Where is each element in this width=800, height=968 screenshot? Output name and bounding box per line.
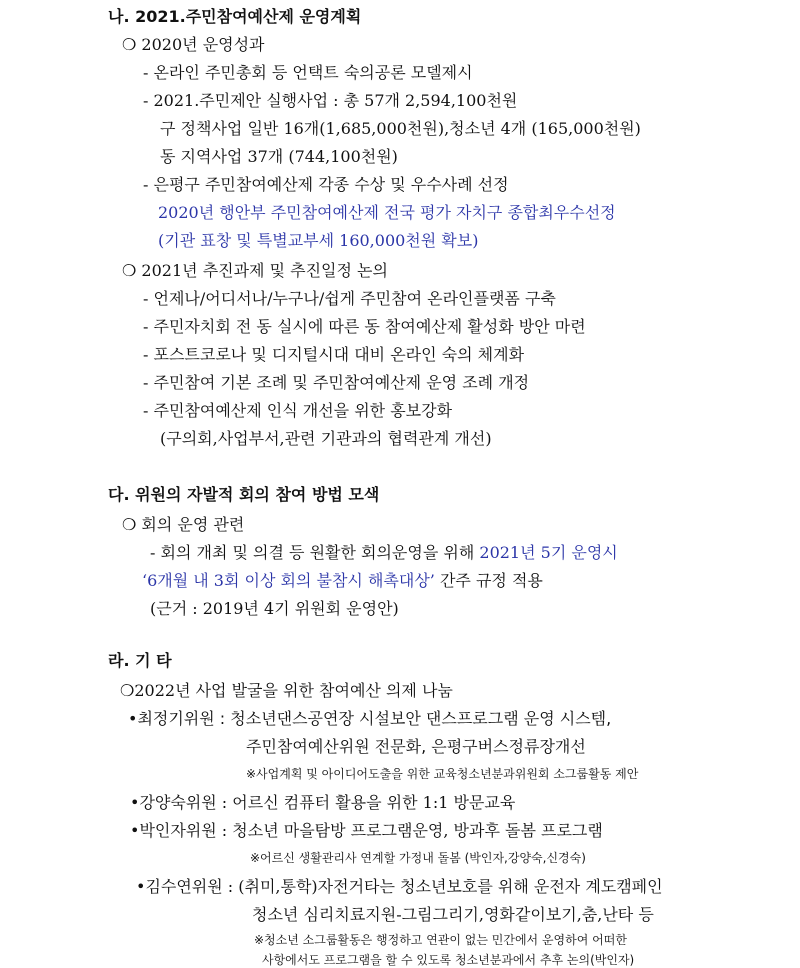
list-item: - 포스트코로나 및 디지털시대 대비 온라인 숙의 체계화 <box>143 345 525 364</box>
list-item: - 언제나/어디서나/누구나/쉽게 주민참여 온라인플랫폼 구축 <box>143 289 556 308</box>
member-name: •박인자위원 : <box>130 821 233 840</box>
bullet-heading: ❍ 2020년 운영성과 <box>122 35 265 54</box>
note-text: ※사업계획 및 아이디어도출을 위한 교육청소년분과위원회 소그룹활동 제안 <box>246 767 639 781</box>
member-name: •강양숙위원 : <box>130 793 233 812</box>
note-text: ※어르신 생활관리사 연계할 가정내 돌봄 (박인자,강양숙,신경숙) <box>250 851 586 865</box>
member-proposal: 주민참여예산위원 전문화, 은평구버스정류장개선 <box>246 737 586 756</box>
section-title-na: 나. 2021.주민참여예산제 운영계획 <box>108 7 362 26</box>
section-title-da: 다. 위원의 자발적 회의 참여 방법 모색 <box>108 485 380 504</box>
list-item: - 주민참여예산제 인식 개선을 위한 홍보강화 <box>143 401 453 420</box>
list-item: - 주민자치회 전 동 실시에 따른 동 참여예산제 활성화 방안 마련 <box>143 317 586 336</box>
highlight-text: (기관 표창 및 특별교부세 160,000천원 확보) <box>158 231 479 250</box>
member-proposal: 어르신 컴퓨터 활용을 위한 1:1 방문교육 <box>232 793 516 812</box>
member-name: •김수연위원 : <box>136 877 239 896</box>
bullet-heading: ❍ 2021년 추진과제 및 추진일정 논의 <box>122 261 388 280</box>
note-text: 사항에서도 프로그램을 할 수 있도록 청소년분과에서 추후 논의(박인자) <box>262 953 635 967</box>
member-proposal: 청소년 심리치료지원-그림그리기,영화같이보기,춤,난타 등 <box>252 905 654 924</box>
list-item <box>142 570 543 592</box>
list-item: 동 지역사업 37개 (744,100천원) <box>160 147 398 166</box>
list-item-text: - 회의 개최 및 의결 등 원활한 회의운영을 위해 <box>150 543 480 562</box>
list-item: - 주민참여 기본 조례 및 주민참여예산제 운영 조례 개정 <box>143 373 530 392</box>
highlight-text: 2020년 행안부 주민참여예산제 전국 평가 자치구 종합최우수선정 <box>158 203 616 222</box>
list-item: (근거 : 2019년 4기 위원회 운영안) <box>150 599 399 618</box>
section-title-ra: 라. 기 타 <box>108 651 172 670</box>
bullet-heading: ❍ 회의 운영 관련 <box>122 515 245 534</box>
highlight-text: 2021년 5기 운영시 <box>479 543 618 562</box>
list-item: (구의회,사업부서,관련 기관과의 협력관계 개선) <box>160 429 492 448</box>
list-item-text: 간주 규정 적용 <box>434 571 543 590</box>
member-proposal: (취미,통학)자전거타는 청소년보호를 위해 운전자 계도캠페인 <box>238 877 663 896</box>
member-name: •최정기위원 : <box>128 709 231 728</box>
list-item: - 온라인 주민총회 등 언택트 숙의공론 모델제시 <box>143 63 473 82</box>
list-item: - 2021.주민제안 실행사업 : 총 57개 2,594,100천원 <box>143 91 518 110</box>
member-proposal: 청소년댄스공연장 시설보안 댄스프로그램 운영 시스템, <box>230 709 612 728</box>
list-item: - 은평구 주민참여예산제 각종 수상 및 우수사례 선정 <box>143 175 509 194</box>
member-entry <box>128 708 611 730</box>
note-text: ※청소년 소그룹활동은 행정하고 연관이 없는 민간에서 운영하여 어떠한 <box>254 933 627 947</box>
list-item: 구 정책사업 일반 16개(1,685,000천원),청소년 4개 (165,000천원) <box>160 119 641 138</box>
member-entry <box>136 876 663 898</box>
list-item <box>150 542 618 564</box>
bullet-heading: ❍2022년 사업 발굴을 위한 참여예산 의제 나눔 <box>120 681 453 700</box>
member-entry <box>130 820 603 842</box>
highlight-text: ‘6개월 내 3회 이상 회의 불참시 해촉대상’ <box>142 571 435 590</box>
member-proposal: 청소년 마을탐방 프로그램운영, 방과후 돌봄 프로그램 <box>232 821 603 840</box>
member-entry <box>130 792 515 814</box>
